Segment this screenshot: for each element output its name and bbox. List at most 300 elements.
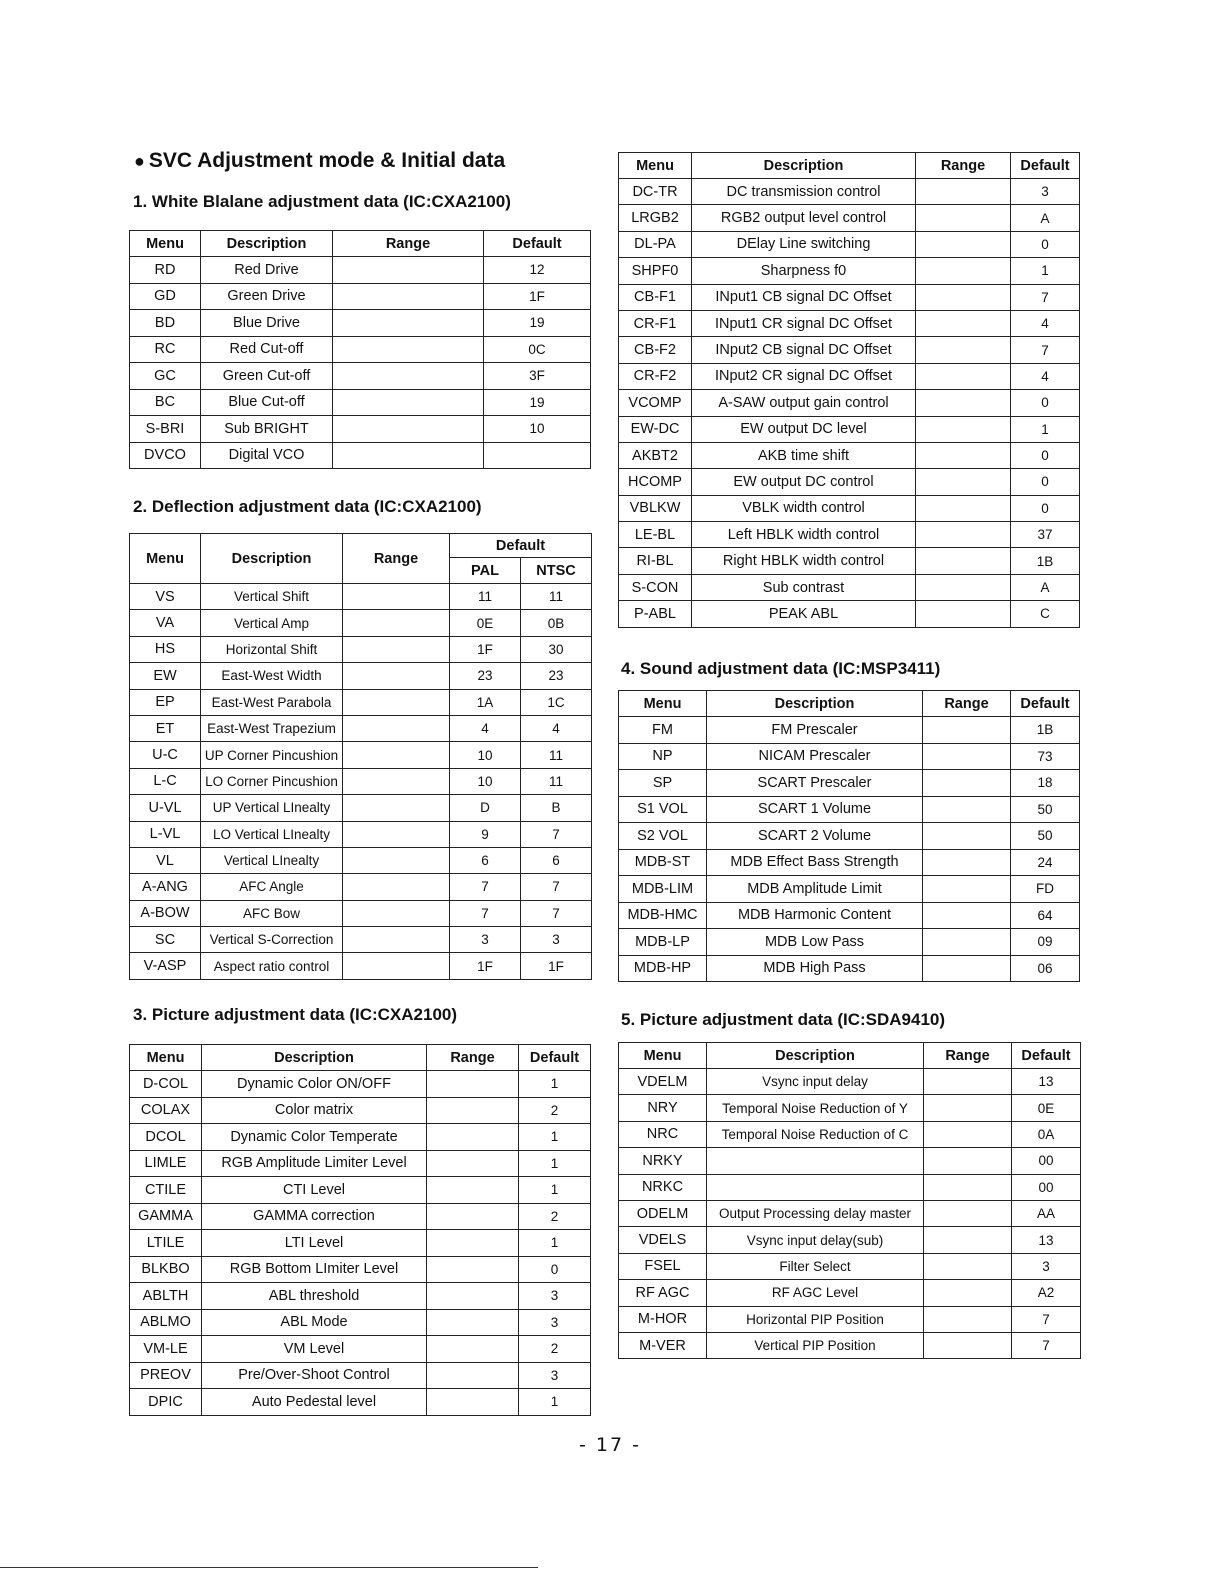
range-cell [333,389,484,416]
default-cell: 2 [519,1203,591,1230]
range-cell [427,1097,519,1124]
header-range: Range [427,1045,519,1071]
default-cell: 2 [519,1336,591,1363]
range-cell [923,876,1011,903]
default-cell: 24 [1011,849,1080,876]
default-cell: 0 [1011,442,1080,468]
default-cell: A2 [1012,1280,1081,1306]
default-cell: 00 [1012,1148,1081,1174]
table-row [130,715,592,741]
menu-cell: GC [130,363,201,390]
range-cell [924,1200,1012,1226]
description-cell: Sharpness f0 [692,258,916,284]
range-cell [333,310,484,337]
range-cell [916,548,1011,574]
description-cell: Blue Cut-off [201,389,333,416]
description-cell: DC transmission control [692,179,916,205]
pal-cell: D [450,795,521,821]
table-row [130,900,592,926]
table-row [619,1174,1081,1200]
range-cell [916,284,1011,310]
description-cell: Red Drive [201,257,333,284]
default-cell: 1 [1011,416,1080,442]
header-menu: Menu [619,1043,707,1069]
menu-cell: FM [619,717,707,744]
range-cell [333,336,484,363]
menu-cell: RD [130,257,201,284]
menu-cell: S-CON [619,574,692,600]
range-cell [427,1230,519,1257]
description-cell: Sub BRIGHT [201,416,333,443]
menu-cell: BC [130,389,201,416]
section-title-white-balance: 1. White Blalane adjustment data (IC:CXA2100) [133,192,511,211]
range-cell [343,742,450,768]
default-cell: 1B [1011,717,1080,744]
description-cell: Blue Drive [201,310,333,337]
default-cell: A [1011,574,1080,600]
default-cell: 0C [484,336,591,363]
table-row [619,823,1080,850]
default-cell: AA [1012,1200,1081,1226]
menu-cell: VDELM [619,1069,707,1095]
default-cell: 0 [1011,390,1080,416]
menu-cell: MDB-LIM [619,876,707,903]
menu-cell: ABLTH [130,1283,202,1310]
table-row [130,389,591,416]
menu-cell: A-BOW [130,900,201,926]
table-row [130,442,591,469]
table-row [619,310,1080,336]
header-menu: Menu [130,1045,202,1071]
header-range: Range [916,153,1011,179]
description-cell: Right HBLK width control [692,548,916,574]
deflection-table [129,533,592,980]
picture-cxa2100-continued-table [618,152,1080,628]
menu-cell: LE-BL [619,522,692,548]
description-cell: East-West Parabola [201,689,343,715]
range-cell [916,310,1011,336]
header-description: Description [707,1043,924,1069]
header-range: Range [923,691,1011,717]
default-cell: 37 [1011,522,1080,548]
header-description: Description [201,231,333,257]
table-row [619,548,1080,574]
menu-cell: AKBT2 [619,442,692,468]
menu-cell: GD [130,283,201,310]
header-range: Range [343,534,450,584]
default-cell [484,442,591,469]
description-cell: AFC Angle [201,874,343,900]
range-cell [333,257,484,284]
menu-cell: NRKC [619,1174,707,1200]
range-cell [427,1177,519,1204]
default-cell: 0 [1011,231,1080,257]
menu-cell: ET [130,715,201,741]
default-cell: 4 [1011,310,1080,336]
default-cell: 19 [484,310,591,337]
description-cell: RGB2 output level control [692,205,916,231]
menu-cell: EP [130,689,201,715]
pal-cell: 4 [450,715,521,741]
table-row [130,363,591,390]
menu-cell: RF AGC [619,1280,707,1306]
description-cell: FM Prescaler [707,717,923,744]
default-cell: 13 [1012,1227,1081,1253]
default-cell: 4 [1011,363,1080,389]
menu-cell: MDB-LP [619,929,707,956]
table-row [130,1256,591,1283]
default-cell: 00 [1012,1174,1081,1200]
description-cell: Vertical LInealty [201,847,343,873]
default-cell: 10 [484,416,591,443]
pal-cell: 23 [450,663,521,689]
menu-cell: VBLKW [619,495,692,521]
table-row [619,284,1080,310]
range-cell [916,179,1011,205]
range-cell [916,363,1011,389]
table-row [619,1148,1081,1174]
range-cell [333,283,484,310]
range-cell [333,416,484,443]
pal-cell: 0E [450,610,521,636]
table-row [619,849,1080,876]
menu-cell: EW-DC [619,416,692,442]
description-cell: Temporal Noise Reduction of C [707,1121,924,1147]
range-cell [333,442,484,469]
table-row [130,927,592,953]
table-row [619,770,1080,797]
table-row [130,1309,591,1336]
header-default: Default [519,1045,591,1071]
header-pal: PAL [450,558,521,584]
ntsc-cell: 11 [521,768,592,794]
default-cell: 1 [519,1389,591,1416]
table-row [619,522,1080,548]
pal-cell: 10 [450,768,521,794]
description-cell: Auto Pedestal level [202,1389,427,1416]
range-cell [916,416,1011,442]
description-cell: Output Processing delay master [707,1200,924,1226]
range-cell [916,574,1011,600]
description-cell: Digital VCO [201,442,333,469]
description-cell: Color matrix [202,1097,427,1124]
menu-cell: S1 VOL [619,796,707,823]
ntsc-cell: 7 [521,874,592,900]
description-cell: INput2 CB signal DC Offset [692,337,916,363]
ntsc-cell: 23 [521,663,592,689]
description-cell: Vertical S-Correction [201,927,343,953]
menu-cell: DC-TR [619,179,692,205]
menu-cell: NRKY [619,1148,707,1174]
range-cell [343,847,450,873]
menu-cell: FSEL [619,1253,707,1279]
default-cell: 06 [1011,955,1080,982]
description-cell: Aspect ratio control [201,953,343,979]
table-row [619,1227,1081,1253]
pal-cell: 7 [450,900,521,926]
range-cell [427,1071,519,1098]
menu-cell: SC [130,927,201,953]
range-cell [343,874,450,900]
table-row [130,283,591,310]
menu-cell: V-ASP [130,953,201,979]
page-title-text: SVC Adjustment mode & Initial data [148,149,506,172]
table-row [130,821,592,847]
header-default: Default [450,534,592,558]
table-row [130,1283,591,1310]
description-cell: RGB Amplitude Limiter Level [202,1150,427,1177]
bottom-rule [0,1567,538,1568]
table-row [130,1230,591,1257]
menu-cell: HCOMP [619,469,692,495]
section-title-deflection: 2. Deflection adjustment data (IC:CXA2100) [133,497,482,516]
table-row [130,1150,591,1177]
menu-cell: ABLMO [130,1309,202,1336]
table-row [130,847,592,873]
description-cell: INput2 CR signal DC Offset [692,363,916,389]
description-cell: MDB Amplitude Limit [707,876,923,903]
description-cell: GAMMA correction [202,1203,427,1230]
range-cell [924,1069,1012,1095]
menu-cell: S2 VOL [619,823,707,850]
header-description: Description [202,1045,427,1071]
default-cell: 7 [1011,284,1080,310]
description-cell: LO Corner Pincushion [201,768,343,794]
range-cell [916,258,1011,284]
menu-cell: L-C [130,768,201,794]
default-cell: 7 [1012,1306,1081,1332]
description-cell: MDB Low Pass [707,929,923,956]
menu-cell: L-VL [130,821,201,847]
range-cell [924,1121,1012,1147]
menu-cell: BLKBO [130,1256,202,1283]
white-balance-table [129,230,591,469]
range-cell [427,1389,519,1416]
table-row [130,663,592,689]
range-cell [343,821,450,847]
default-cell: 1 [519,1177,591,1204]
description-cell: A-SAW output gain control [692,390,916,416]
range-cell [924,1332,1012,1358]
description-cell: RGB Bottom LImiter Level [202,1256,427,1283]
ntsc-cell: 11 [521,584,592,610]
description-cell: SCART 1 Volume [707,796,923,823]
default-cell: 73 [1011,743,1080,770]
description-cell: SCART Prescaler [707,770,923,797]
menu-cell: VCOMP [619,390,692,416]
header-menu: Menu [130,534,201,584]
table-row [130,1071,591,1098]
description-cell: AKB time shift [692,442,916,468]
description-cell: Horizontal Shift [201,636,343,662]
range-cell [924,1148,1012,1174]
table-row [619,1332,1081,1358]
range-cell [916,442,1011,468]
description-cell: PEAK ABL [692,601,916,627]
range-cell [343,663,450,689]
pal-cell: 1F [450,953,521,979]
table-row [130,416,591,443]
range-cell [923,929,1011,956]
header-default: Default [1012,1043,1081,1069]
ntsc-cell: 30 [521,636,592,662]
header-ntsc: NTSC [521,558,592,584]
description-cell: INput1 CB signal DC Offset [692,284,916,310]
default-cell: 1 [519,1071,591,1098]
description-cell: EW output DC control [692,469,916,495]
pal-cell: 6 [450,847,521,873]
menu-cell: U-C [130,742,201,768]
menu-cell: VA [130,610,201,636]
default-cell: 1 [519,1124,591,1151]
pal-cell: 1F [450,636,521,662]
ntsc-cell: 1C [521,689,592,715]
ntsc-cell: 6 [521,847,592,873]
description-cell: ABL Mode [202,1309,427,1336]
range-cell [924,1306,1012,1332]
default-cell: 1 [519,1150,591,1177]
range-cell [916,390,1011,416]
table-row [619,495,1080,521]
menu-cell: CB-F1 [619,284,692,310]
header-default: Default [484,231,591,257]
table-row [130,953,592,979]
ntsc-cell: 0B [521,610,592,636]
ntsc-cell: B [521,795,592,821]
description-cell: Vsync input delay(sub) [707,1227,924,1253]
table-row [619,1253,1081,1279]
ntsc-cell: 1F [521,953,592,979]
menu-cell: A-ANG [130,874,201,900]
header-default: Default [1011,691,1080,717]
description-cell: Left HBLK width control [692,522,916,548]
menu-cell: PREOV [130,1362,202,1389]
description-cell: Green Drive [201,283,333,310]
menu-cell: P-ABL [619,601,692,627]
table-row [619,876,1080,903]
menu-cell: RC [130,336,201,363]
description-cell: Vertical Shift [201,584,343,610]
menu-cell: EW [130,663,201,689]
pal-cell: 3 [450,927,521,953]
menu-cell: DL-PA [619,231,692,257]
menu-cell: ODELM [619,1200,707,1226]
description-cell: Pre/Over-Shoot Control [202,1362,427,1389]
description-cell: Red Cut-off [201,336,333,363]
pal-cell: 11 [450,584,521,610]
table-row [619,1200,1081,1226]
header-menu: Menu [619,691,707,717]
menu-cell: VL [130,847,201,873]
range-cell [923,770,1011,797]
menu-cell: U-VL [130,795,201,821]
range-cell [923,796,1011,823]
range-cell [343,953,450,979]
default-cell: 50 [1011,823,1080,850]
default-cell: 50 [1011,796,1080,823]
range-cell [923,955,1011,982]
default-cell: 3F [484,363,591,390]
table-row [619,442,1080,468]
header-menu: Menu [619,153,692,179]
default-cell: 3 [519,1309,591,1336]
menu-cell: VDELS [619,1227,707,1253]
menu-cell: D-COL [130,1071,202,1098]
menu-cell: VM-LE [130,1336,202,1363]
table-row [619,205,1080,231]
ntsc-cell: 11 [521,742,592,768]
range-cell [916,469,1011,495]
table-row [130,689,592,715]
table-row [619,717,1080,744]
menu-cell: VS [130,584,201,610]
range-cell [916,495,1011,521]
menu-cell: SHPF0 [619,258,692,284]
description-cell: INput1 CR signal DC Offset [692,310,916,336]
range-cell [427,1336,519,1363]
description-cell: Horizontal PIP Position [707,1306,924,1332]
table-row [130,1336,591,1363]
header-menu: Menu [130,231,201,257]
range-cell [924,1174,1012,1200]
default-cell: FD [1011,876,1080,903]
page-title [134,149,505,173]
description-cell: Filter Select [707,1253,924,1279]
default-cell: 1F [484,283,591,310]
range-cell [923,717,1011,744]
description-cell: Sub contrast [692,574,916,600]
range-cell [923,743,1011,770]
section-title-sound: 4. Sound adjustment data (IC:MSP3411) [621,659,941,678]
default-cell: 3 [519,1283,591,1310]
table-row [619,363,1080,389]
pal-cell: 1A [450,689,521,715]
range-cell [916,205,1011,231]
default-cell: 13 [1012,1069,1081,1095]
menu-cell: COLAX [130,1097,202,1124]
table-row [130,742,592,768]
description-cell: AFC Bow [201,900,343,926]
description-cell: VBLK width control [692,495,916,521]
menu-cell: MDB-ST [619,849,707,876]
table-row [619,796,1080,823]
header-default: Default [1011,153,1080,179]
table-row [130,1203,591,1230]
table-row [130,1097,591,1124]
default-cell: 12 [484,257,591,284]
menu-cell: RI-BL [619,548,692,574]
table-row [619,1069,1081,1095]
menu-cell: CR-F2 [619,363,692,389]
menu-cell: DVCO [130,442,201,469]
picture-cxa2100-table [129,1044,591,1416]
menu-cell: NP [619,743,707,770]
menu-cell: NRC [619,1121,707,1147]
header-description: Description [707,691,923,717]
table-row [619,1306,1081,1332]
table-row [130,1389,591,1416]
range-cell [923,823,1011,850]
range-cell [343,900,450,926]
range-cell [923,902,1011,929]
default-cell: 7 [1012,1332,1081,1358]
range-cell [427,1150,519,1177]
table-row [619,390,1080,416]
menu-cell: CTILE [130,1177,202,1204]
range-cell [923,849,1011,876]
range-cell [343,795,450,821]
section-title-picture-cxa2100: 3. Picture adjustment data (IC:CXA2100) [133,1005,458,1024]
